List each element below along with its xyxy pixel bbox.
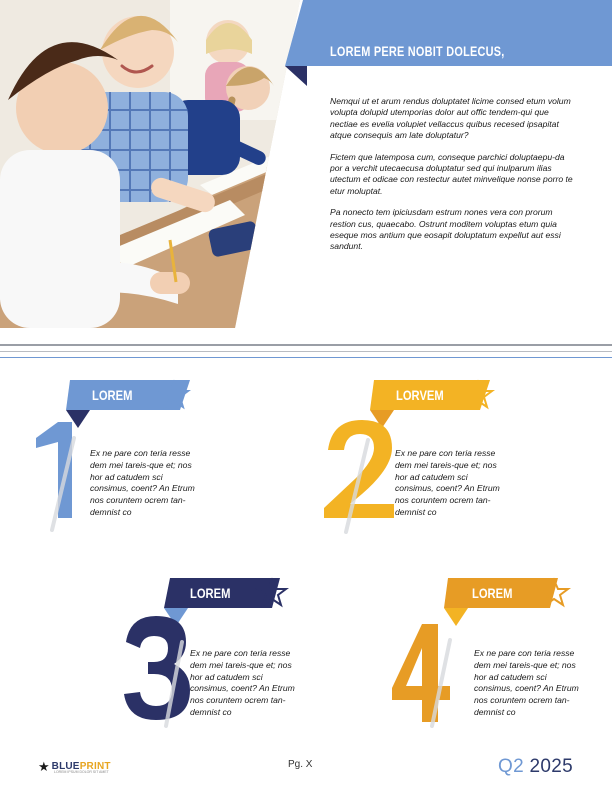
intro-paragraph: Nemqui ut et arum rendus doluptatet licime consed etum volum volupta dolupid utemporias dolor aut offic tendem-qui que nectiae es evelia volupiet vellaccus quibus recesed ipsapitat atque consequis am late doluptatur? [330,96,571,141]
logo-word-blue: BLUE [51,760,80,772]
step-1 [30,378,230,558]
intro-text [330,96,578,263]
intro-paragraph: Pa nonecto tem ipiciusdam estrum nones vera con prorum restion cus, quaecabo. Ostrunt moditem voluptas etum quia eseque mos antium que eosapit doluptatum expellut aut essi sandunt. [330,207,561,252]
page-number: Pg. X [288,759,313,770]
step-label: LOREM [472,585,513,601]
year: 2025 [529,756,574,777]
step-description: Ex ne pare con teria resse dem mei tareis-que et; nos hor ad catudem sci consimus, coent? An Etrum nos coruntem ocrem tan-demnist co [90,448,195,517]
logo-word-gold: PRINT [79,760,111,772]
step-label: LORVEM [396,387,444,403]
intro-paragraph: Fictem que latemposa cum, conseque parchici doluptaepu-da por a verchit utecaecusa doluptatur sed qui inulparum ilias utectum et odicae con restectur autet minvelique nonse porro te etur moluptat. [330,151,573,196]
divider-line [0,351,612,352]
page-title: LOREM PERE NOBIT DOLECUS, [330,43,505,59]
divider-line [0,344,612,346]
ribbon-fold [444,608,468,626]
step-number-shape [324,420,394,518]
step-number-shape [124,616,190,720]
step-2 [322,378,522,558]
logo-tagline: LOREM IPSUM DOLOR SIT AMET [54,770,109,774]
step-3 [120,576,320,746]
step-description: Ex ne pare con teria resse dem mei tareis-que et; nos hor ad catudem sci consimus, coent? An Etrum nos coruntem ocrem tan-demnist co [190,648,295,717]
quarter: Q2 [498,756,524,777]
header-fold [285,66,307,86]
quarter-label [498,756,573,778]
step-description: Ex ne pare con teria resse dem mei tareis-que et; nos hor ad catudem sci consimus, coent? An Etrum nos coruntem ocrem tan-demnist co [474,648,579,717]
step-label: LOREM [190,585,231,601]
divider-line [0,357,612,358]
step-label: LOREM [92,387,133,403]
classroom-illustration [0,0,300,328]
hero-photo [0,0,300,328]
star-icon: ★ [38,758,50,774]
step-description: Ex ne pare con teria resse dem mei tareis-que et; nos hor ad catudem sci consimus, coent? An Etrum nos coruntem ocrem tan-demnist co [395,448,500,517]
step-4 [392,576,592,746]
blueprint-logo [38,756,111,776]
